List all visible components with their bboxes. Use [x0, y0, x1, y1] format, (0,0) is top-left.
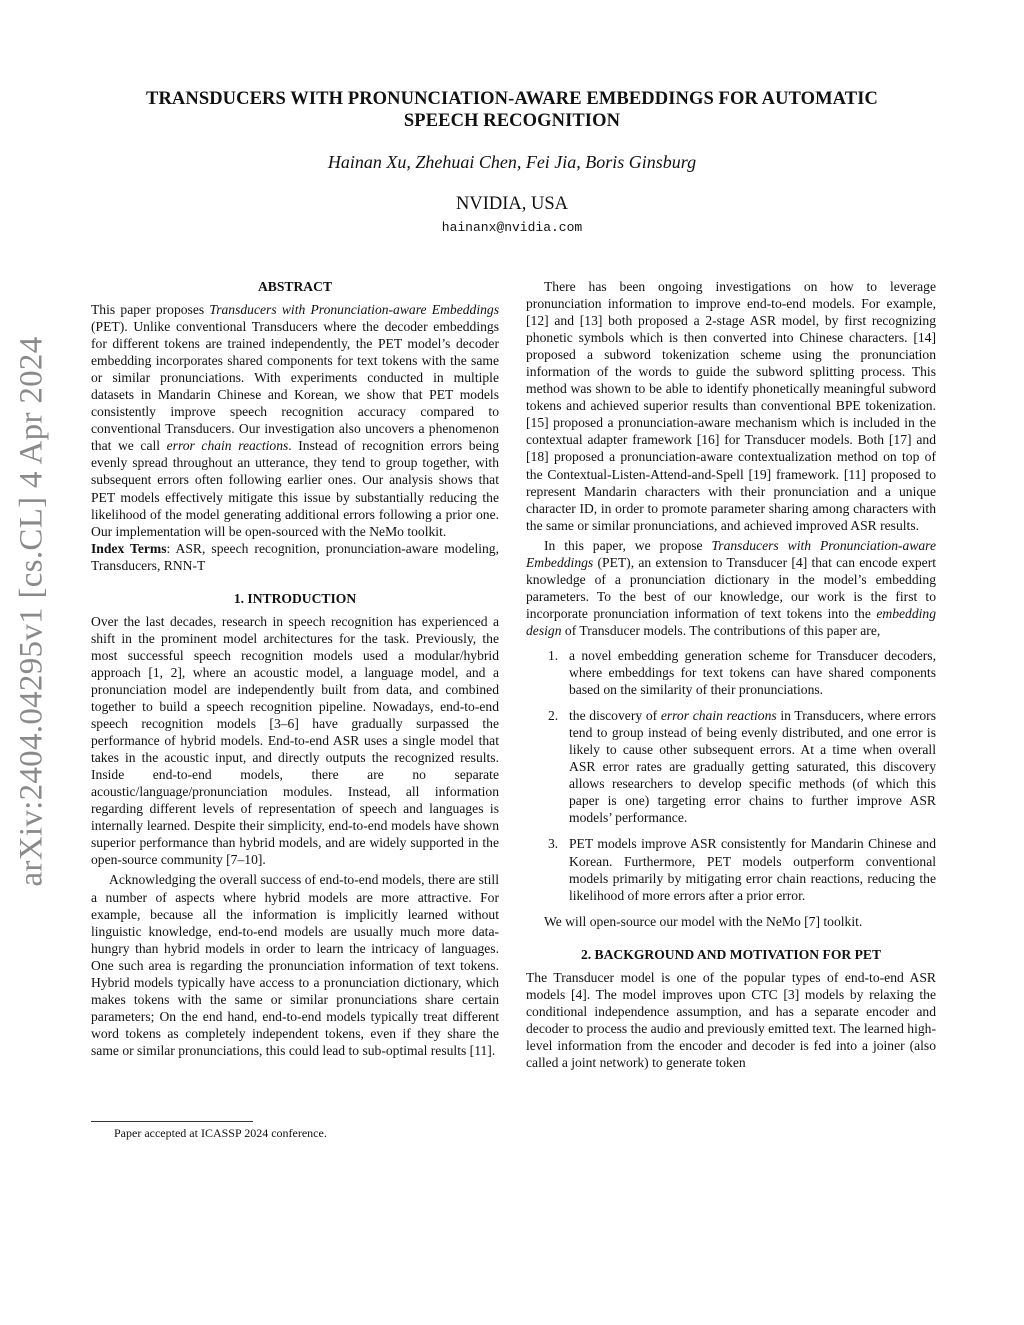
contributions-list [526, 647, 936, 904]
list-item: 2. the discovery of error chain reactions in Transducers, where errors tend to group instead of being evenly distributed, and one error is likely to cause other subsequent errors. At a time when overall ASR error rates are gradually getting saturated, this discovery allows researchers to develop specific methods (of which this paper is one) targeting error chains to further improve ASR models’ performance. [548, 708, 936, 826]
abstract-text: This paper proposes Transducers with Pronunciation-aware Embeddings (PET). Unlike conventional Transducers where the decoder embeddings for different tokens are trained independently, the PET model’s decoder embedding incorporates shared components for text tokens with the same or similar pronunciations. With experiments conducted in multiple datasets in Mandarin Chinese and Korean, we show that PET models consistently improve speech recognition accuracy compared to conventional Transducers. Our investigation also uncovers a phenomenon that we call error chain reactions. Instead of recognition errors being evenly spread throughout an utterance, they tend to group together, with subsequent errors often following earlier ones. Our analysis shows that PET models effectively mitigate this issue by substantially reducing the likelihood of the model generating additional errors following a prior one. Our implementation will be open-sourced with the NeMo toolkit. [91, 302, 499, 539]
left-column [91, 278, 499, 1059]
list-item: 1. a novel embedding generation scheme for Transducer decoders, where embeddings for text tokens can have shared components based on the similarity of their pronunciations. [548, 647, 936, 698]
introduction-heading: 1. INTRODUCTION [233, 590, 357, 606]
author-list: Hainan Xu, Zhehuai Chen, Fei Jia, Boris Ginsburg [327, 152, 697, 172]
background-paragraph-1: The Transducer model is one of the popular types of end-to-end ASR models [4]. The model improves upon CTC [3] models by relaxing the conditional independence assumption, and has a separate encoder and decoder to process the audio and previously emitted text. The learned high-level information from the encoder and decoder is fed into a joiner (also called a joint network) to generate token [526, 969, 936, 1070]
title-line-2: SPEECH RECOGNITION [403, 111, 621, 131]
paper-title [100, 88, 924, 132]
intro-paragraph-1: Over the last decades, research in speech recognition has experienced a shift in the prominent model architectures for the task. Previously, the most successful speech recognition models used a modular/hybrid approach [1, 2], where an acoustic model, a language model, and a pronunciation model are independently built from data, and combined together to build a speech recognition pipeline. Nowadays, end-to-end speech recognition models [3–6] have gradually surpassed the performance of hybrid models. End-to-end ASR uses a single model that takes in the acoustic input, and directly outputs the recognized results. Inside end-to-end models, there are no separate acoustic/language/pronunciation modules. Instead, all information regarding different levels of representation of speech and languages is internally learned. Despite their simplicity, end-to-end models have shown superior performance than hybrid models, and are widely supported in the open-source community [7–10]. [91, 613, 499, 868]
arxiv-identifier-text: arXiv:2404.04295v1 [cs.CL] 4 Apr 2024 [13, 335, 50, 887]
intro-paragraph-5: We will open-source our model with the NeMo [7] toolkit. [544, 913, 863, 929]
intro-paragraph-4: In this paper, we propose Transducers with Pronunciation-aware Embeddings (PET), an extension to Transducer [4] that can encode expert knowledge of a pronunciation dictionary in the model’s embedding parameters. To the best of our knowledge, our work is the first to incorporate pronunciation information of text tokens into the embedding design of Transducer models. The contributions of this paper are, [526, 537, 936, 638]
affiliation: NVIDIA, USA [455, 194, 569, 214]
abstract-heading: ABSTRACT [257, 279, 333, 294]
index-terms-label: Index Terms [91, 540, 167, 556]
arxiv-identifier [8, 266, 56, 956]
background-heading: 2. BACKGROUND AND MOTIVATION FOR PET [580, 946, 882, 962]
intro-paragraph-3: There has been ongoing investigations on how to leverage pronunciation information to improve end-to-end models. For example, [12] and [13] both proposed a 2-stage ASR model, by first recognizing phonetic symbols which is then converted into Chinese characters. [14] proposed a subword tokenization scheme using the pronunciation information of the words to guide the subword splitting process. This method was shown to be able to identify phonetically meaningful subword tokens and achieved superior results than conventional BPE tokenization. [15] proposed a pronunciation-aware mechanism which is included in the contextual adapter framework [16] for Transducer models. Both [17] and [18] proposed a pronunciation-aware contextualization method on top of the Contextual-Listen-Attend-and-Spell [19] framework. [11] proposed to represent Mandarin characters with their pronunciation and a unique character ID, in order to promote parameter sharing among characters with the same or similar pronunciations, and achieved improved ASR results. [526, 279, 936, 533]
footnote: Paper accepted at ICASSP 2024 conference. [114, 1126, 327, 1140]
intro-paragraph-2: Acknowledging the overall success of end-to-end models, there are still a number of aspects where hybrid models are more attractive. For example, because all the information is implicitly learned without linguistic knowledge, end-to-end models are usually much more data-hungry than hybrid models in order to learn the intricacy of languages. One such area is regarding the pronunciation information of text tokens. Hybrid models typically have access to a pronunciation dictionary, which makes tokens with the same or similar pronunciations share certain parameters; On the end hand, end-to-end models typically treat different word tokens as completely independent tokens, even if they share the same or similar pronunciations, this could lead to sub-optimal results [11]. [91, 872, 499, 1058]
list-item: 3. PET models improve ASR consistently for Mandarin Chinese and Korean. Furthermore, PET models outperform conventional models primarily by mitigating error chain reactions, reducing the likelihood of more errors after a prior error. [548, 836, 936, 903]
title-line-1: TRANSDUCERS WITH PRONUNCIATION-AWARE EMBEDDINGS FOR AUTOMATIC [146, 89, 878, 109]
index-terms: Index Terms: ASR, speech recognition, pronunciation-aware modeling, Transducers, RNN-T [91, 540, 499, 573]
footnote-divider [91, 1121, 253, 1122]
contact-email: hainanx@nvidia.com [441, 220, 583, 235]
right-column [526, 278, 936, 1071]
